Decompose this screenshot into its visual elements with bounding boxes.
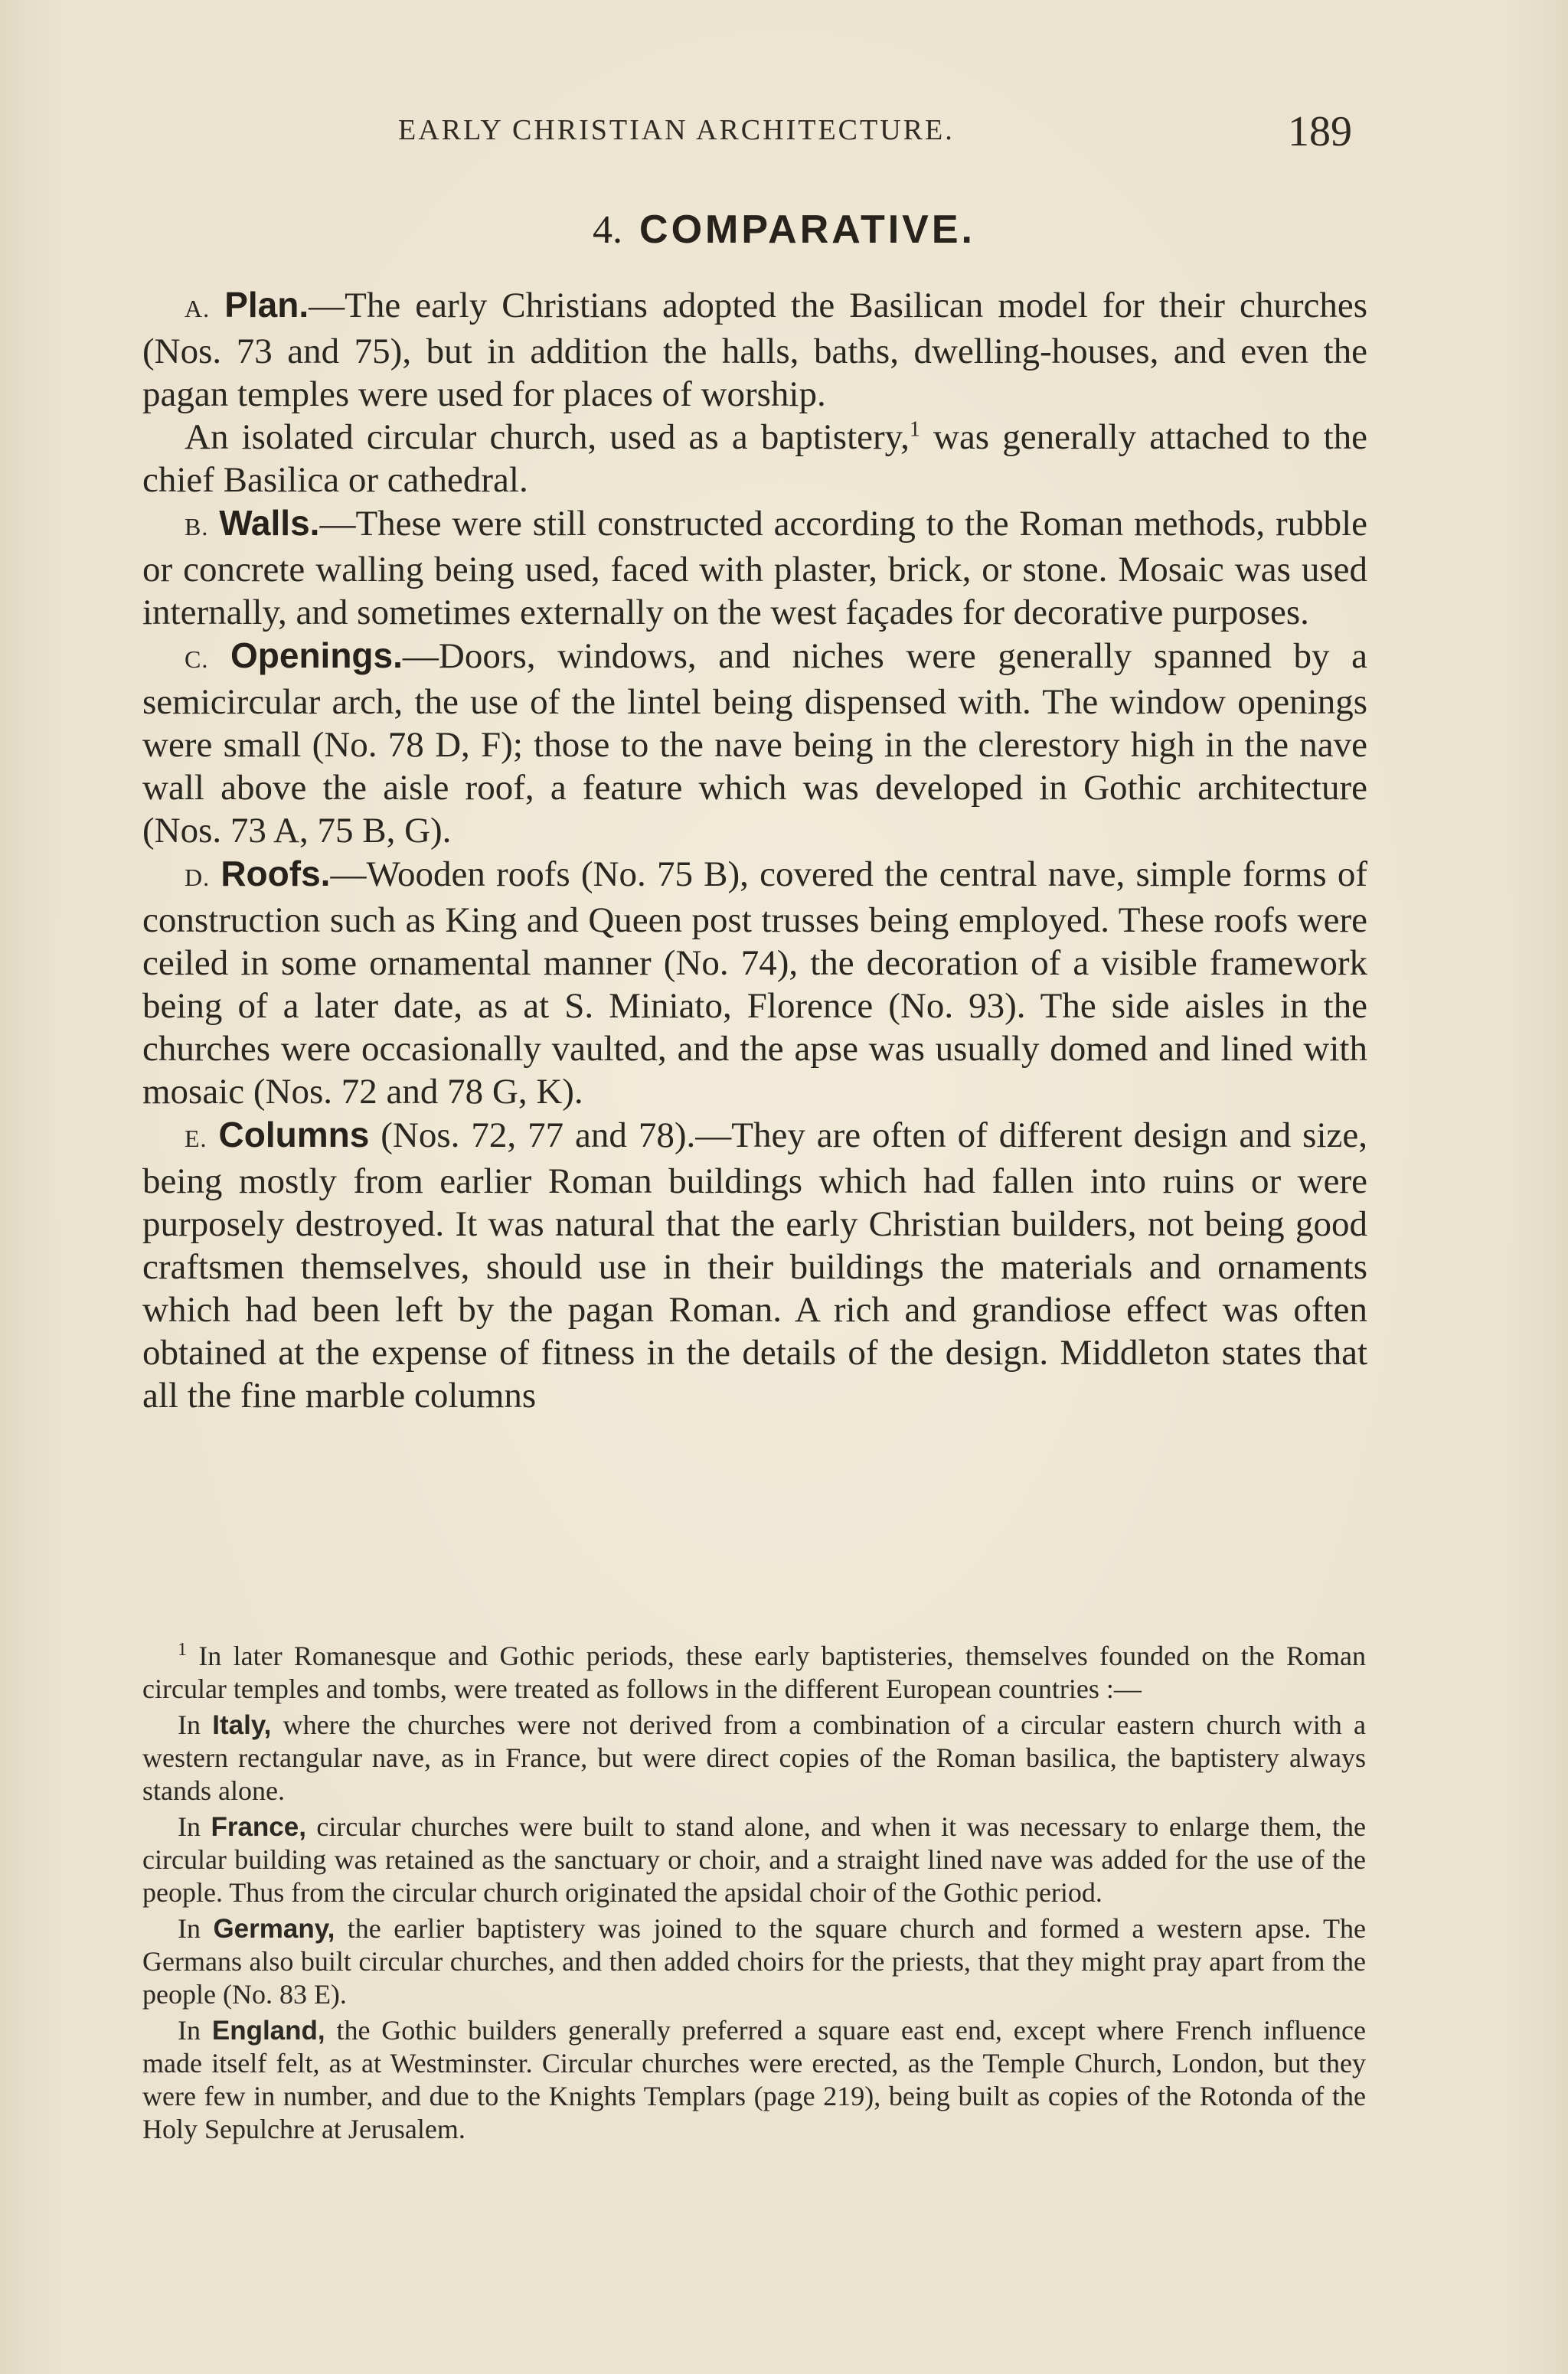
footnote-italy [142,1709,1366,1807]
footnote-text: In later Romanesque and Gothic periods, these early baptisteries, themselves founded on the Roman circular temples and tombs, were treated as follows in the different European countries :— [142,1641,1366,1704]
footnotes [142,1640,1366,2149]
footnote-england [142,2014,1366,2146]
footnote-lead: In [178,1913,214,1944]
paragraph-letter: A. [185,295,211,322]
footnote-country: Italy, [212,1710,272,1740]
footnote-lead: In [178,1811,211,1842]
paragraph-heading: Roofs. [220,854,331,893]
section-title-text: COMPARATIVE. [639,207,975,252]
running-title: EARLY CHRISTIAN ARCHITECTURE. [398,114,955,146]
paragraph-walls [142,501,1367,634]
paragraph-heading: Plan. [224,285,309,325]
paragraph-openings [142,634,1367,852]
paragraph-heading: Openings. [230,635,403,675]
footnote-text: circular churches were built to stand alone, and when it was necessary to enlarge them, the circular building was retained as the sanctuary or choir, and a straight lined nave was added for the use of the people. Thus from the circular church originated the apsidal choir of the Gothic period. [142,1811,1367,1908]
footnote-text: the Gothic builders generally preferred a square east end, except where French influence made itself felt, as at Westminster. Circular churches were erected, as the Temple Church, London, but they were few in number, and due to the Knights Templars (page 219), being built as copies of the Rotonda of the Holy Sepulchre at Jerusalem. [142,2015,1366,2144]
paragraph-letter: B. [185,513,209,540]
paragraph-letter: C. [185,645,209,673]
paragraph-heading: Columns [218,1115,370,1154]
body-text [142,283,1367,1417]
footnote-reference: 1 [909,417,920,442]
paragraph-text: —Wooden roofs (No. 75 B), covered the central nave, simple forms of construction such as King and Queen post trusses being employed. These roofs were ceiled in some ornamental manner (No. 74), the decoration of a visible framework being of a later date, as at S. Miniato, Florence (No. 93). The side aisles in the churches were occasionally vaulted, and the apse was usually domed and lined with mosaic (Nos. 72 and 78 G, K). [142,854,1368,1112]
paragraph-text: —These were still constructed according to the Roman methods, rubble or concrete walling being used, faced with plaster, brick, or stone. Mosaic was used internally, and sometimes externally on the west façades for decorative purposes. [142,504,1368,632]
paragraph-text: (Nos. 72, 77 and 78).—They are often of different design and size, being mostly from earlier Roman buildings which had fallen into ruins or were purposely destroyed. It was natural that the early Christian builders, not being good craftsmen themselves, should use in their buildings the materials and ornaments which had been left by the pagan Roman. A rich and grandiose effect was often obtained at the expense of fitness in the details of the design. Middleton states that all the fine marble columns [142,1115,1367,1416]
paragraph-plan [142,283,1367,416]
paragraph-letter: D. [185,864,211,891]
footnote-text: the earlier baptistery was joined to the square church and formed a western apse. The Germans also built circular churches, and then added choirs for the priests, that they might pray apart from the people (No. 83 E). [142,1913,1366,2010]
footnote-country: France, [211,1812,306,1842]
paragraph-heading: Walls. [219,503,320,543]
paragraph-text: An isolated circular church, used as a baptistery, [185,417,910,457]
paragraph-columns [142,1113,1367,1417]
page-number: 189 [1288,108,1352,155]
footnote-lead: In [178,1709,213,1740]
footnote-marker: 1 [178,1640,187,1660]
paragraph-roofs [142,852,1367,1113]
section-title [0,207,1568,253]
footnote-france [142,1811,1366,1909]
paragraph-plan-continued [142,416,1367,501]
footnote-germany [142,1912,1366,2011]
footnote-lead: In [178,2015,212,2046]
paragraph-letter: E. [185,1125,207,1152]
footnote-country: Germany, [213,1914,335,1944]
footnote-country: England, [211,2016,325,2046]
footnote-intro [142,1640,1366,1706]
section-number: 4. [593,208,623,252]
paragraph-text: —The early Christians adopted the Basilican model for their churches (Nos. 73 and 75), but in addition the halls, baths, dwelling-houses, and even the pagan temples were used for places of worship. [142,286,1368,414]
paragraph-text: —Doors, windows, and niches were generally spanned by a semicircular arch, the use of the lintel being dispensed with. The window openings were small (No. 78 D, F); those to the nave being in the clerestory high in the nave wall above the aisle roof, a feature which was developed in Gothic architecture (Nos. 73 A, 75 B, G). [142,636,1368,851]
paragraph-text: was generally attached to the chief Basilica or cathedral. [142,417,1368,500]
footnote-text: where the churches were not derived from a combination of a circular eastern church with a western rectangular nave, as in France, but were direct copies of the Roman basilica, the baptistery always stands alone. [142,1709,1366,1806]
